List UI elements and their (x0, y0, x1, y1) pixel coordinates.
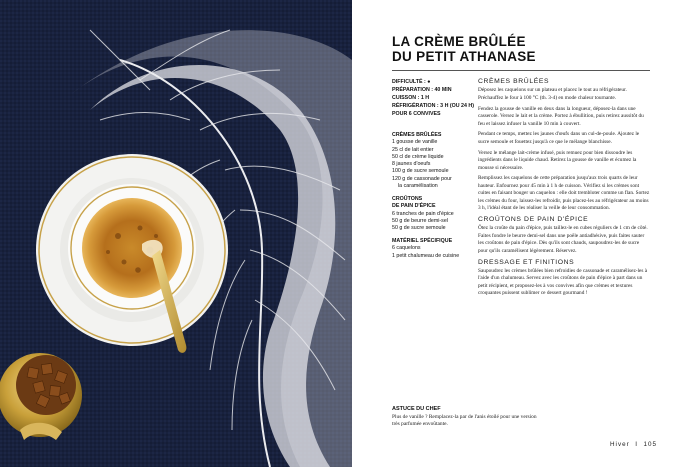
ramekin (68, 184, 196, 312)
ingredients-croutons (392, 196, 478, 232)
ingredient-item: 50 g de beurre demi-sel (392, 217, 448, 224)
folio-section: Hiver (610, 441, 630, 448)
page-number: 105 (643, 441, 657, 448)
method-paragraph: Remplissez les caquelons de cette préparation jusqu'aux trois quarts de leur hauteur. Enfournez pour 45 min à 1 h de cuisson. Vérifiez si les crèmes sont cuites en faisant bouger un caquelon : elle doit trembloter comme un flan. Sortez les crèmes du four, laissez-les refroidir, puis placez-les au réfrigérateur au moins 3 h, l'idéal étant de les réaliser la veille de leur consommation. (478, 175, 650, 212)
meta-difficulty: DIFFICULTÉ : ● (392, 79, 431, 85)
chef-tip (392, 406, 542, 429)
section-heading-dressage: DRESSAGE ET FINITIONS (478, 258, 575, 266)
ingredient-item: 50 cl de crème liquide (392, 153, 444, 160)
recipe-title-line2: DU PETIT ATHANASE (392, 49, 536, 64)
method-paragraph: Pendant ce temps, mettez les jaunes d'œufs dans un cul-de-poule. Ajoutez le sucre semoule et fouettez jusqu'à ce que le mélange blanchisse. (478, 131, 640, 145)
recipe-page (352, 0, 700, 467)
recipe-title (392, 34, 652, 64)
meta-cuisson: CUISSON : 1 H (392, 95, 430, 101)
ingredients-croutons-heading: CROÛTONS (392, 196, 423, 202)
method-paragraph: Saupoudrez les crèmes brûlées bien refroidies de cassonade et caramélisez-les à l'aide d'un chalumeau. Servez avec les croûtons de pain d'épice à part dans un petit récipient, et proposez-les à vos convives afin que crèmes et textures croquantes puissent sublimer ce dessert gourmand ! (478, 267, 648, 297)
ingredient-item: 6 caquelons (392, 245, 421, 252)
ingredient-item: 100 g de sucre semoule (392, 168, 449, 175)
method-paragraph: Déposez les caquelons sur un plateau et placez le tout au réfrigérateur. Préchauffez le four à 100 °C (th. 3-4) en mode chaleur tournante. (478, 87, 627, 101)
ingredient-item: 6 tranches de pain d'épice (392, 210, 454, 217)
folio-separator: I (635, 441, 638, 448)
method-paragraph: Versez le mélange lait-crème infusé, puis remuez pour bien dissoudre les ingrédients dans le liquide chaud. Retirez la gousse de vanille et écumez la mousse si nécessaire. (478, 149, 637, 171)
meta-servings: POUR 6 CONVIVES (392, 111, 441, 117)
ingredients-materiel-heading: MATÉRIEL SPÉCIFIQUE (392, 238, 453, 244)
recipe-title-line1: LA CRÈME BRÛLÉE (392, 34, 526, 49)
ingredients-cremes (392, 132, 478, 190)
ingredient-item: 120 g de cassonade pour (392, 175, 452, 182)
ingredient-item: la caramélisation (398, 183, 438, 190)
ingredient-item: 1 gousse de vanille (392, 139, 438, 146)
ingredients-materiel (392, 238, 478, 260)
meta-preparation: PRÉPARATION : 40 MIN (392, 87, 452, 93)
ingredient-item: 25 cl de lait entier (392, 146, 434, 153)
ingredient-item: 1 petit chalumeau de cuisine (392, 252, 460, 259)
method-paragraph: Fendez la gousse de vanille en deux dans la longueur, déposez-la dans une casserole. Versez le lait et la crème. Portez à ébullition, puis retirez aussitôt du feu et laissez infuser la vanille 10 min à couvert. (478, 105, 644, 127)
meta-refrigeration: RÉFRIGÉRATION : 3 H (OU 24 H) (392, 103, 475, 109)
section-heading-cremes: CRÈMES BRÛLÉES (478, 78, 550, 85)
section-heading-croutons: CROÛTONS DE PAIN D'ÉPICE (478, 216, 589, 223)
ingredient-item: 50 g de sucre semoule (392, 225, 446, 232)
method-paragraph: Ôtez la croûte du pain d'épice, puis taillez-le en cubes réguliers de 1 cm de côté. Faites fondre le beurre demi-sel dans une poêle antiadhésive, puis faites sauter les croûtons de pain d'épice. Dès qu'ils sont chauds, saupoudrez-les de sucre pour qu'ils caramélisent légèrement. Réservez. (478, 225, 648, 254)
recipe-meta (392, 78, 474, 118)
title-divider (392, 70, 650, 71)
ingredients-cremes-heading: CRÈMES BRÛLÉES (392, 132, 442, 138)
chef-tip-heading: ASTUCE DU CHEF (392, 406, 441, 412)
ingredients-croutons-heading-2: DE PAIN D'ÉPICE (392, 203, 436, 210)
method-column (478, 78, 650, 301)
ingredient-item: 8 jaunes d'oeufs (392, 161, 431, 168)
page-folio (610, 441, 657, 448)
chef-tip-text: Plus de vanille ? Remplacez-la par de l'anis étoilé pour une version très parfumée envoûtante. (392, 414, 537, 428)
